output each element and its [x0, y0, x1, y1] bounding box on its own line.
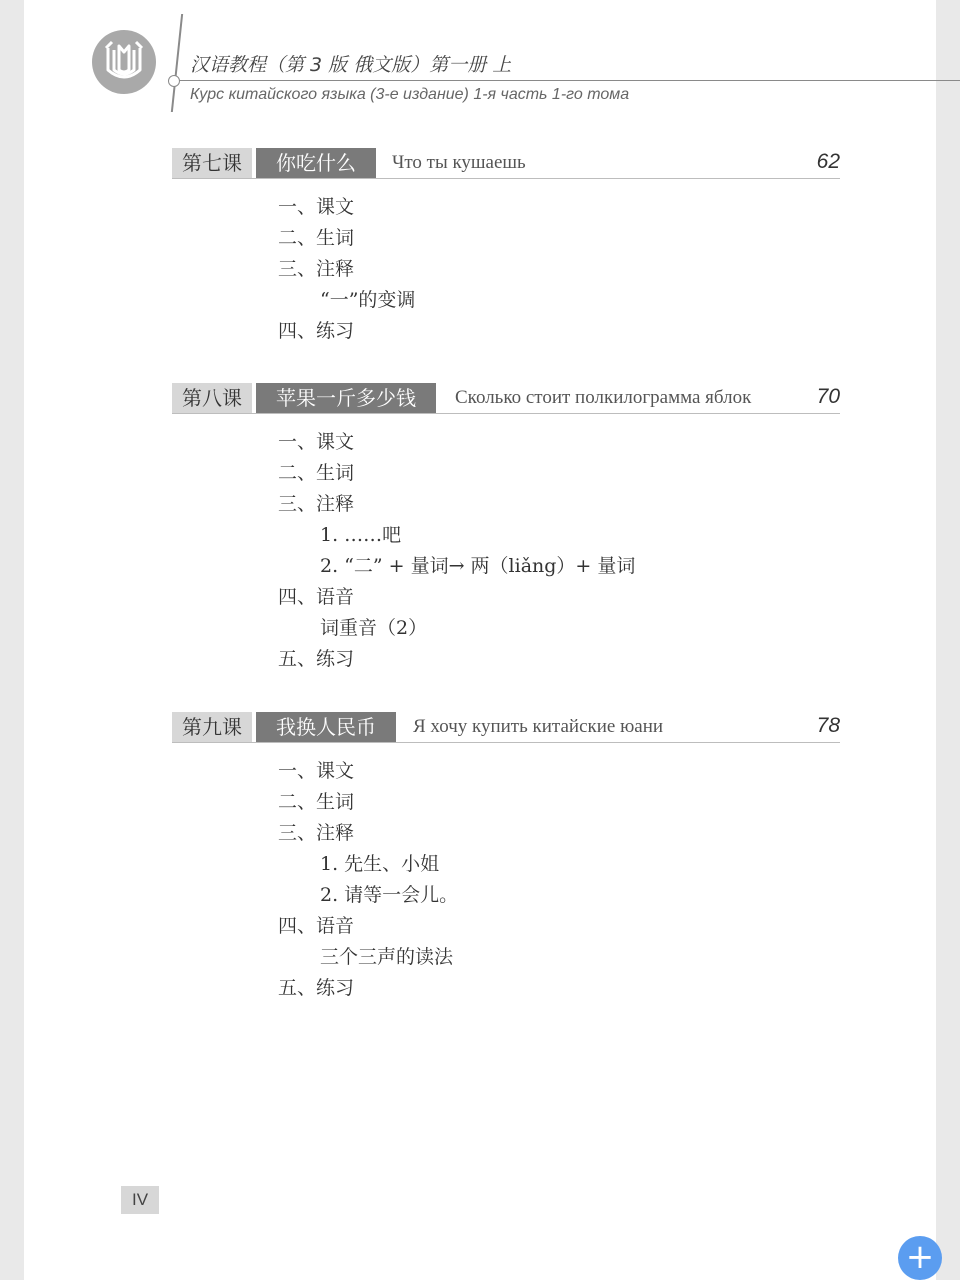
lesson-title-ru: Что ты кушаешь	[392, 152, 526, 173]
toc-subitem: 词重音（2）	[320, 617, 428, 639]
lesson-number: 第七课	[172, 148, 252, 178]
toc-item: 一、课文	[278, 760, 355, 782]
toc-item: 一、课文	[278, 196, 355, 218]
lesson-number: 第八课	[172, 383, 252, 413]
lesson-page-number: 62	[816, 150, 840, 173]
lesson-header[interactable]	[172, 148, 840, 179]
toc-item: 二、生词	[278, 791, 355, 813]
toc-item: 四、练习	[278, 320, 355, 342]
lesson-header[interactable]	[172, 712, 840, 743]
page-number-tab: IV	[121, 1186, 159, 1214]
header-vertical-line	[171, 14, 183, 112]
lesson-items	[278, 756, 458, 1004]
toc-item: 一、课文	[278, 431, 355, 453]
toc-item: 四、语音	[278, 586, 355, 608]
lesson-page-number: 70	[816, 385, 840, 408]
toc-item: 四、语音	[278, 915, 355, 937]
lesson-page-number: 78	[816, 714, 840, 737]
book-page	[24, 0, 936, 1280]
toc-subitem: 1. 先生、小姐	[320, 853, 440, 875]
toc-subitem: 1. ……吧	[320, 524, 402, 546]
lesson-number: 第九课	[172, 712, 252, 742]
book-subtitle: Курс китайского языка (3-е издание) 1-я часть 1-го тома	[190, 86, 630, 103]
lesson-header[interactable]	[172, 383, 840, 414]
lesson-9	[172, 712, 840, 999]
toc-item: 二、生词	[278, 227, 355, 249]
toc-subitem: 2. 请等一会儿。	[320, 884, 459, 906]
lesson-items	[278, 427, 635, 675]
toc-subitem: 2. “二” + 量词→ 两（liǎng）+ 量词	[320, 555, 636, 577]
toc-item: 三、注释	[278, 258, 355, 280]
lesson-title: 我换人民币	[256, 712, 396, 742]
toc-item: 五、练习	[278, 977, 355, 999]
lesson-title: 你吃什么	[256, 148, 376, 178]
toc-item: 三、注释	[278, 493, 355, 515]
lesson-items	[278, 192, 415, 347]
lesson-7	[172, 148, 840, 342]
toc-item: 三、注释	[278, 822, 355, 844]
lesson-8	[172, 383, 840, 670]
header-dot	[168, 75, 180, 87]
toc-item: 二、生词	[278, 462, 355, 484]
toc-subitem: “一”的变调	[320, 289, 416, 311]
lesson-title: 苹果一斤多少钱	[256, 383, 436, 413]
toc-item: 五、练习	[278, 648, 355, 670]
lesson-title-ru: Я хочу купить китайские юани	[413, 716, 664, 737]
toc-subitem: 三个三声的读法	[320, 946, 454, 968]
plus-icon[interactable]: +	[898, 1236, 942, 1280]
book-title: 汉语教程（第 3 版 俄文版）第一册 上	[190, 54, 512, 76]
lesson-title-ru: Сколько стоит полкилограмма яблок	[455, 387, 752, 408]
header-horizontal-line	[176, 80, 960, 81]
publisher-logo-icon	[92, 30, 156, 94]
